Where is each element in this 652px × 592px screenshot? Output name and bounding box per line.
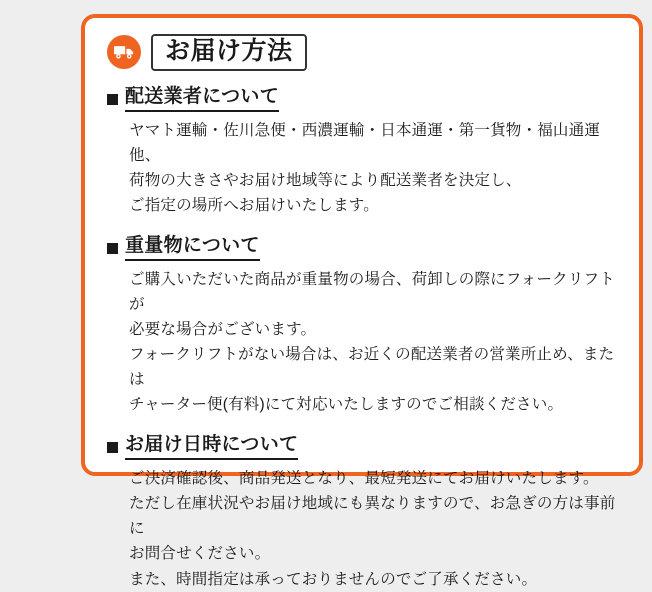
- bullet-square-icon: [107, 94, 118, 105]
- section-body: [129, 118, 623, 218]
- body-line: チャーター便(有料)にて対応いたしますのでご相談ください。: [129, 396, 564, 414]
- body-line: また、時間指定は承っておりませんのでご了承ください。: [129, 570, 538, 588]
- body-line: ただし在庫状況やお届け地域にも異なりますので、お急ぎの方は事前に: [129, 495, 616, 538]
- delivery-truck-icon: [107, 35, 141, 69]
- page-title: お届け方法: [151, 34, 307, 71]
- section-heading-row: [107, 234, 623, 261]
- body-line: ヤマト運輸・佐川急便・西濃運輸・日本通運・第一貨物・福山通運他、: [129, 121, 601, 164]
- body-line: ご指定の場所へお届けいたします。: [129, 196, 379, 214]
- section-shipping-carrier: [107, 85, 623, 218]
- card-content: [107, 34, 623, 592]
- section-heading: お届け日時について: [125, 433, 298, 460]
- section-heavy-items: [107, 234, 623, 417]
- bullet-square-icon: [107, 442, 118, 453]
- shipping-info-card: [81, 14, 643, 588]
- section-heading: 重量物について: [125, 234, 260, 261]
- section-body: [129, 267, 623, 418]
- body-line: ご購入いただいた商品が重量物の場合、荷卸しの際にフォークリフトが: [129, 270, 615, 313]
- body-line: 必要な場合がございます。: [129, 320, 317, 338]
- section-delivery-datetime: [107, 433, 623, 591]
- body-line: ご決済確認後、商品発送となり、最短発送にてお届けいたします。: [129, 470, 599, 488]
- section-heading-row: [107, 433, 623, 460]
- section-body: [129, 466, 623, 592]
- body-line: 荷物の大きさやお届け地域等により配送業者を決定し、: [129, 171, 522, 189]
- card-title-row: [107, 34, 623, 71]
- section-heading-row: [107, 85, 623, 112]
- body-line: お問合せください。: [129, 545, 271, 563]
- body-line: フォークリフトがない場合は、お近くの配送業者の営業所止め、または: [129, 346, 615, 389]
- bullet-square-icon: [107, 243, 118, 254]
- section-heading: 配送業者について: [125, 85, 279, 112]
